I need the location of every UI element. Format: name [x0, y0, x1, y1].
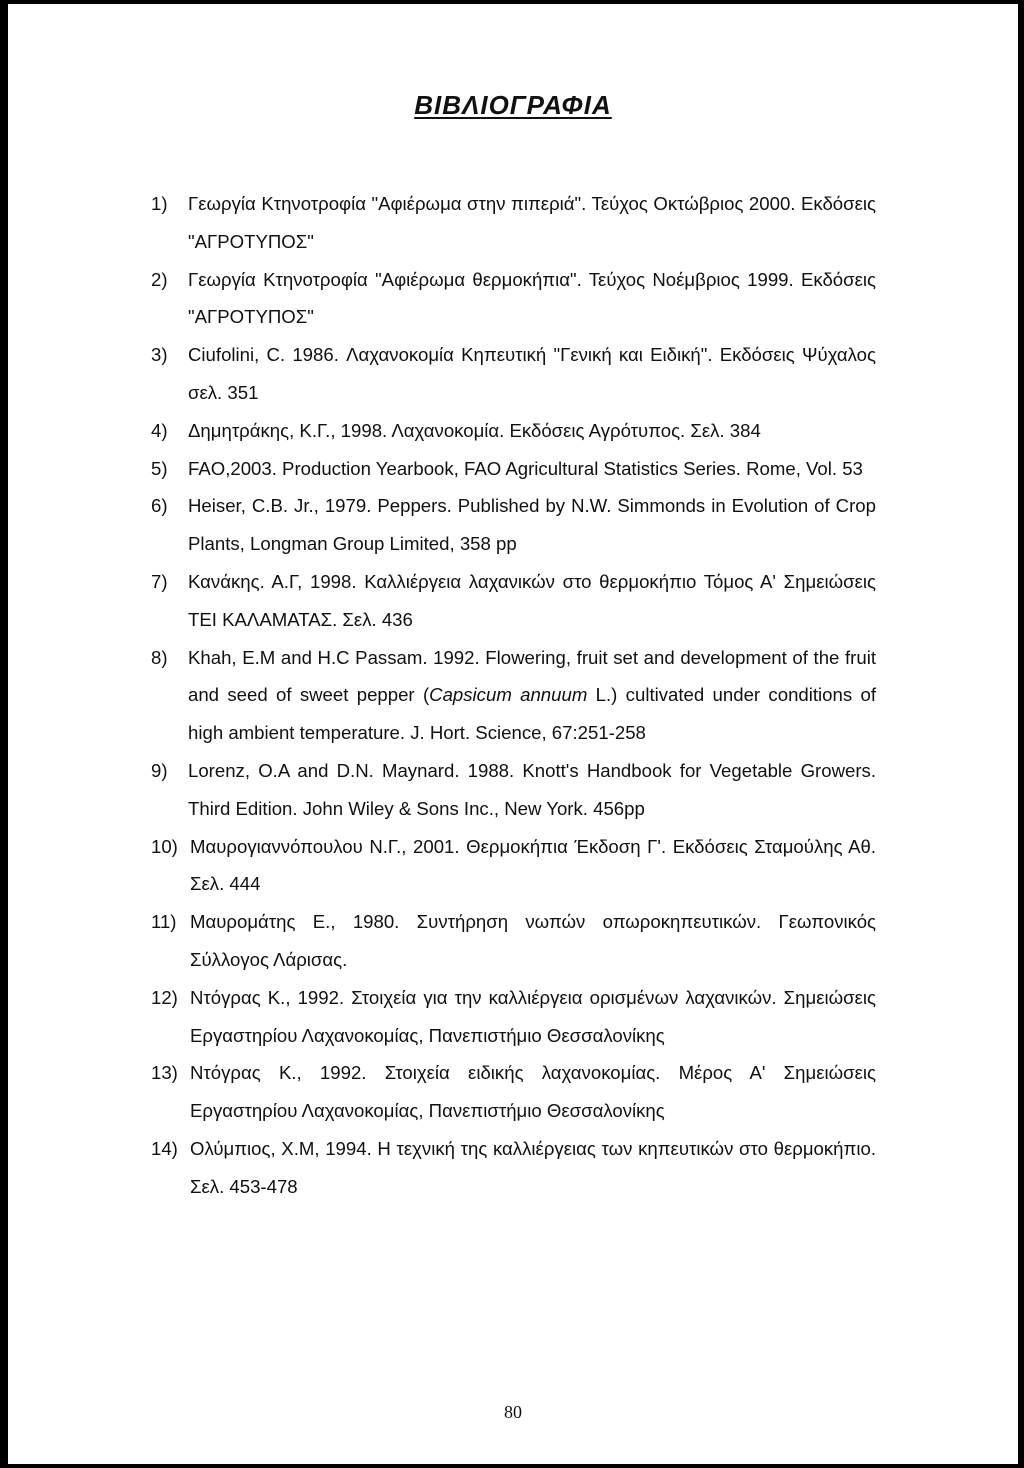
entry-text: Μαυρομάτης Ε., 1980. Συντήρηση νωπών οπωροκηπευτικών. Γεωπονικός Σύλλογος Λάρισας.: [190, 911, 876, 970]
entry-text: Γεωργία Κτηνοτροφία "Αφιέρωμα θερμοκήπια". Τεύχος Νοέμβριος 1999. Εκδόσεις "ΑΓΡΟΤΥΠΟΣ": [188, 268, 876, 328]
entry-text: Ντόγρας Κ., 1992. Στοιχεία για την καλλιέργεια ορισμένων λαχανικών. Σημειώσεις Εργαστηρίου Λαχανοκομίας, Πανεπιστήμιο Θεσσαλονίκης: [190, 986, 876, 1046]
entry-text-before: Khah, E.M and H.C Passam. 1992. Flowering, fruit set and development of the fruit and seed of sweet pepper (: [188, 646, 876, 706]
document-page: [8, 4, 1018, 1464]
bibliography-entry: [151, 412, 876, 450]
entry-text: Heiser, C.B. Jr., 1979. Peppers. Published by N.W. Simmonds in Evolution of Crop Plants, Longman Group Limited, 358 pp: [188, 495, 876, 555]
page-title: ΒΙΒΛΙΟΓΡΑΦΙΑ: [414, 90, 612, 120]
entry-number: 7): [151, 570, 168, 592]
entry-number: 3): [151, 344, 168, 366]
entry-text: Δημητράκης, Κ.Γ., 1998. Λαχανοκομία. Εκδόσεις Αγρότυπος. Σελ. 384: [188, 419, 761, 441]
entry-text-after: L.) cultivated under conditions of high ambient temperature. J. Hort. Science, 67:251-258: [188, 684, 876, 744]
entry-number: 4): [151, 419, 168, 441]
entry-text: FAO,2003. Production Yearbook, FAO Agricultural Statistics Series. Rome, Vol. 53: [188, 457, 863, 479]
entry-number: 5): [151, 457, 168, 479]
entry-number: 10): [151, 835, 178, 857]
bibliography-entry: [151, 979, 876, 1055]
species-name: Capsicum annuum: [429, 684, 588, 706]
bibliography-entry: [151, 450, 876, 488]
bibliography-entry: [151, 639, 876, 752]
entry-text: Ciufolini, C. 1986. Λαχανοκομία Κηπευτική "Γενική και Ειδική". Εκδόσεις Ψύχαλος σελ. 351: [188, 344, 876, 403]
entry-text: Ντόγρας Κ., 1992. Στοιχεία ειδικής λαχανοκομίας. Μέρος Α' Σημειώσεις Εργαστηρίου Λαχανοκομίας, Πανεπιστήμιο Θεσσαλονίκης: [190, 1062, 876, 1122]
bibliography-entry: [151, 1130, 876, 1206]
entry-text: Lorenz, O.A and D.N. Maynard. 1988. Knott's Handbook for Vegetable Growers. Third Edition. John Wiley & Sons Inc., New York. 456pp: [188, 759, 876, 819]
page-number: 80: [504, 1402, 522, 1422]
entry-text: Κανάκης. Α.Γ, 1998. Καλλιέργεια λαχανικών στο θερμοκήπιο Τόμος Α' Σημειώσεις ΤΕΙ ΚΑΛΑΜΑΤΑΣ. Σελ. 436: [188, 570, 876, 630]
bibliography-entry: [151, 336, 876, 412]
entry-text: Μαυρογιαννόπουλου Ν.Γ., 2001. Θερμοκήπια Έκδοση Γ'. Εκδόσεις Σταμούλης Αθ. Σελ. 444: [190, 835, 876, 895]
entry-text: [188, 647, 876, 744]
entry-number: 12): [151, 986, 178, 1008]
bibliography-entry: [151, 563, 876, 639]
entry-number: 11): [151, 911, 177, 933]
entry-number: 8): [151, 646, 168, 668]
bibliography-list: [151, 185, 876, 1206]
entry-number: 14): [151, 1137, 178, 1159]
bibliography-entry: [151, 752, 876, 828]
entry-number: 1): [151, 193, 168, 214]
bibliography-entry: [151, 1054, 876, 1130]
bibliography-entry: [151, 828, 876, 904]
entry-number: 6): [151, 495, 168, 517]
entry-number: 9): [151, 759, 168, 781]
bibliography-entry: [151, 185, 876, 261]
bibliography-entry: [151, 261, 876, 337]
bibliography-entry: [151, 487, 876, 563]
entry-number: 13): [151, 1062, 178, 1084]
entry-text: Γεωργία Κτηνοτροφία "Αφιέρωμα στην πιπεριά". Τεύχος Οκτώβριος 2000. Εκδόσεις "ΑΓΡΟΤΥΠΟΣ": [188, 193, 876, 252]
entry-text: Ολύμπιος, Χ.Μ, 1994. Η τεχνική της καλλιέργειας των κηπευτικών στο θερμοκήπιο. Σελ. 453-478: [190, 1137, 876, 1197]
entry-number: 2): [151, 268, 168, 290]
bibliography-entry: [151, 903, 876, 979]
